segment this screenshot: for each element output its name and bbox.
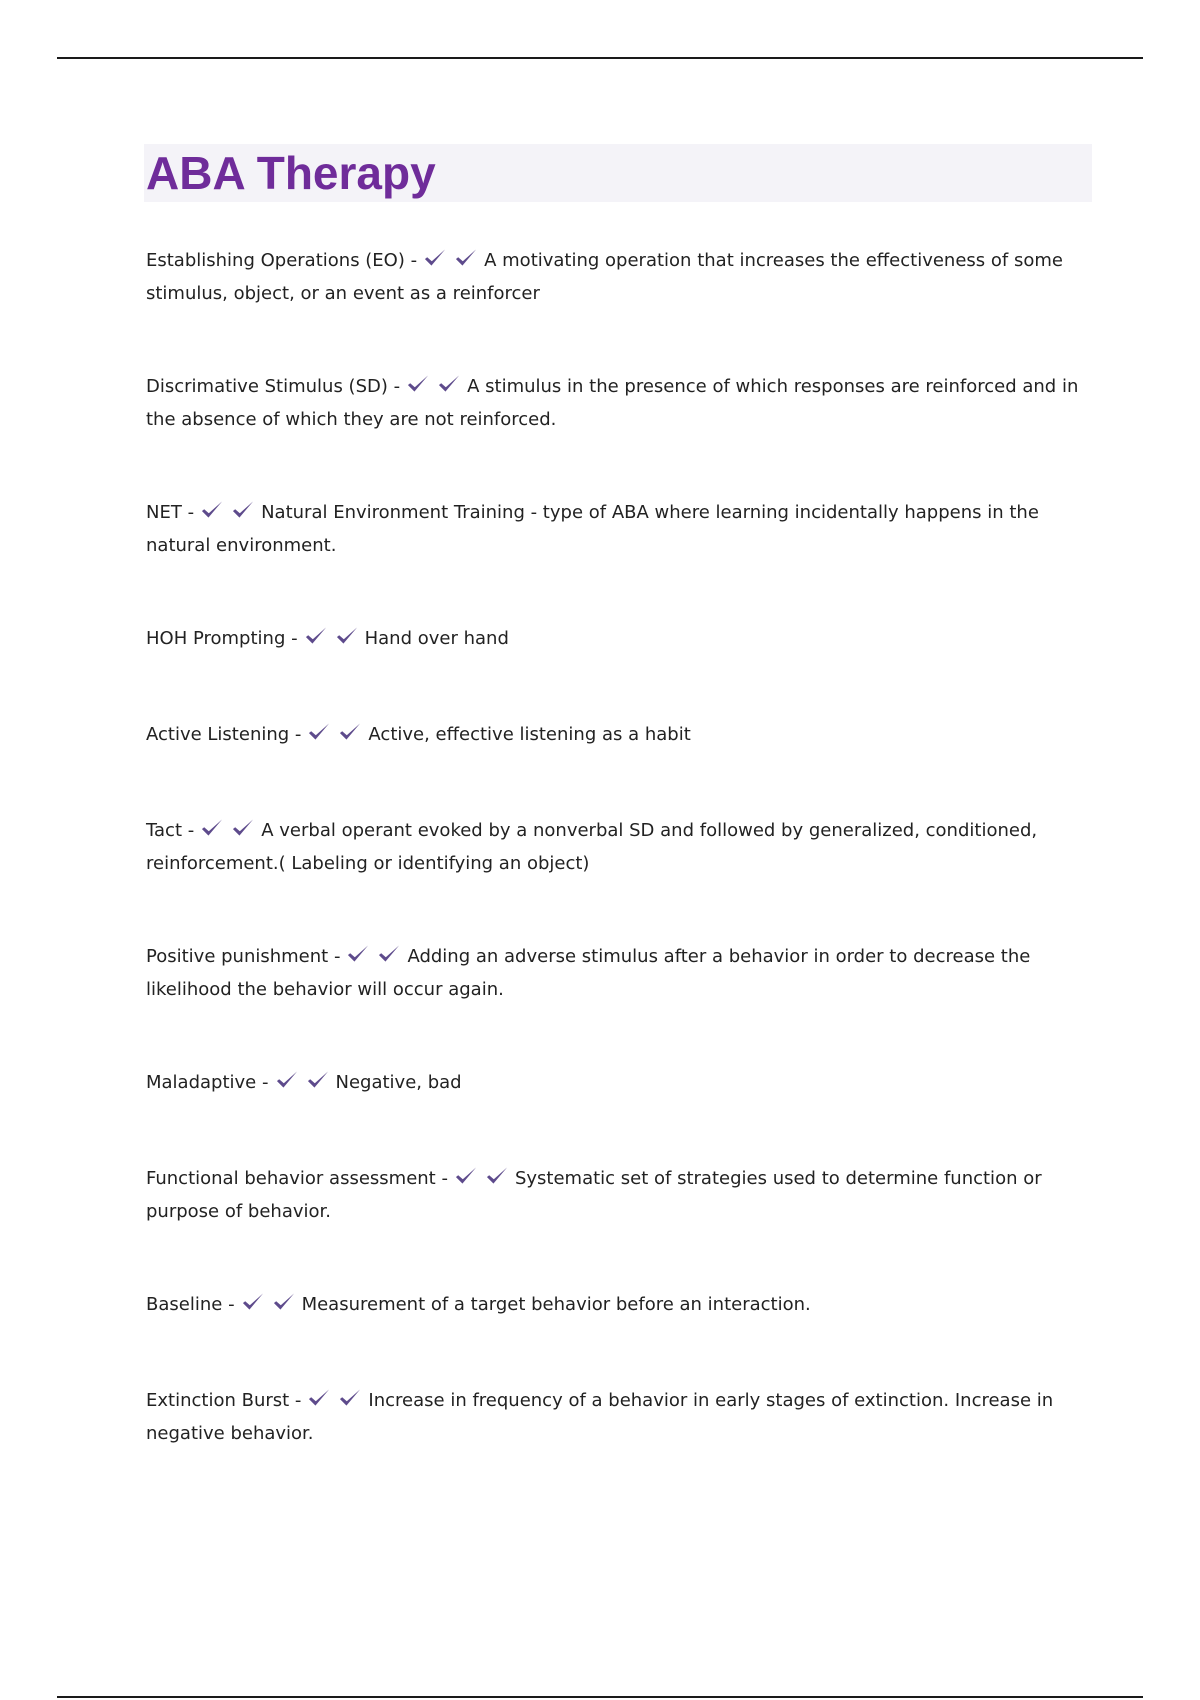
entry-definition: A stimulus in the presence of which responses are reinforced and in the absence of which they are not reinforced. (146, 376, 1079, 430)
check-icon (335, 625, 359, 647)
entry-definition: A motivating operation that increases the effectiveness of some stimulus, object, or an event as a reinforcer (146, 250, 1063, 304)
entry-term: HOH Prompting (146, 628, 286, 649)
check-icons (423, 247, 480, 279)
entry-definition: A verbal operant evoked by a nonverbal SD and followed by generalized, conditioned, reinforcement.( Labeling or identifying an object) (146, 820, 1038, 874)
entry-separator: - (294, 1390, 302, 1411)
definition-entry (146, 720, 1086, 753)
entry-definition: Hand over hand (364, 628, 509, 649)
check-icon (231, 499, 255, 521)
check-icon (231, 817, 255, 839)
entry-separator: - (187, 820, 195, 841)
check-icon (272, 1291, 296, 1313)
check-icon (304, 625, 328, 647)
check-icon (338, 1387, 362, 1409)
check-icons (406, 373, 463, 405)
entry-term: Active Listening (146, 724, 290, 745)
check-icon (307, 721, 331, 743)
check-icon (377, 943, 401, 965)
entry-separator: - (441, 1168, 448, 1189)
check-icons (200, 817, 257, 849)
check-icon (241, 1291, 265, 1313)
entry-separator: - (393, 376, 401, 397)
check-icons (454, 1165, 511, 1197)
check-icon (306, 1069, 330, 1091)
check-icon (485, 1165, 509, 1187)
entry-separator: - (291, 628, 298, 649)
entry-separator: - (410, 250, 418, 271)
definition-entry (146, 816, 1086, 879)
check-icon (406, 373, 430, 395)
entry-definition: Active, effective listening as a habit (368, 724, 691, 745)
entry-definition: Systematic set of strategies used to determine function or purpose of behavior. (146, 1168, 1042, 1222)
definition-entry (146, 1290, 1086, 1323)
entry-separator: - (294, 724, 302, 745)
entry-separator: - (228, 1294, 235, 1315)
definition-list (146, 246, 1086, 1512)
entry-term: Functional behavior assessment (146, 1168, 436, 1189)
check-icon (454, 1165, 478, 1187)
check-icons (200, 499, 257, 531)
check-icon (346, 943, 370, 965)
definition-entry (146, 1164, 1086, 1227)
definition-entry (146, 372, 1086, 435)
check-icons (307, 1387, 364, 1419)
definition-entry (146, 1386, 1086, 1449)
check-icons (241, 1291, 298, 1323)
check-icon (200, 499, 224, 521)
entry-term: Maladaptive (146, 1072, 257, 1093)
page-title: ABA Therapy (146, 147, 436, 199)
entry-term: Extinction Burst (146, 1390, 290, 1411)
entry-term: Establishing Operations (EO) (146, 250, 405, 271)
check-icon (338, 721, 362, 743)
definition-entry (146, 942, 1086, 1005)
entry-definition: Natural Environment Training - type of ABA where learning incidentally happens in the natural environment. (146, 502, 1039, 556)
check-icon (307, 1387, 331, 1409)
definition-entry (146, 1068, 1086, 1101)
entry-term: Discrimative Stimulus (SD) (146, 376, 388, 397)
definition-entry (146, 498, 1086, 561)
entry-term: Tact (146, 820, 182, 841)
check-icons (304, 625, 361, 657)
top-rule (57, 57, 1143, 59)
check-icon (454, 247, 478, 269)
entry-separator: - (333, 946, 341, 967)
entry-definition: Adding an adverse stimulus after a behavior in order to decrease the likelihood the behavior will occur again. (146, 946, 1031, 1000)
entry-definition: Measurement of a target behavior before an interaction. (301, 1294, 811, 1315)
entry-definition: Negative, bad (335, 1072, 462, 1093)
check-icon (200, 817, 224, 839)
bottom-rule (57, 1696, 1143, 1698)
check-icon (275, 1069, 299, 1091)
check-icons (307, 721, 364, 753)
entry-separator: - (262, 1072, 269, 1093)
definition-entry (146, 624, 1086, 657)
entry-definition: Increase in frequency of a behavior in early stages of extinction. Increase in negative behavior. (146, 1390, 1054, 1444)
entry-term: NET (146, 502, 182, 523)
definition-entry (146, 246, 1086, 309)
entry-term: Positive punishment (146, 946, 329, 967)
entry-separator: - (187, 502, 195, 523)
check-icons (275, 1069, 332, 1101)
entry-term: Baseline (146, 1294, 223, 1315)
check-icon (423, 247, 447, 269)
check-icons (346, 943, 403, 975)
check-icon (437, 373, 461, 395)
